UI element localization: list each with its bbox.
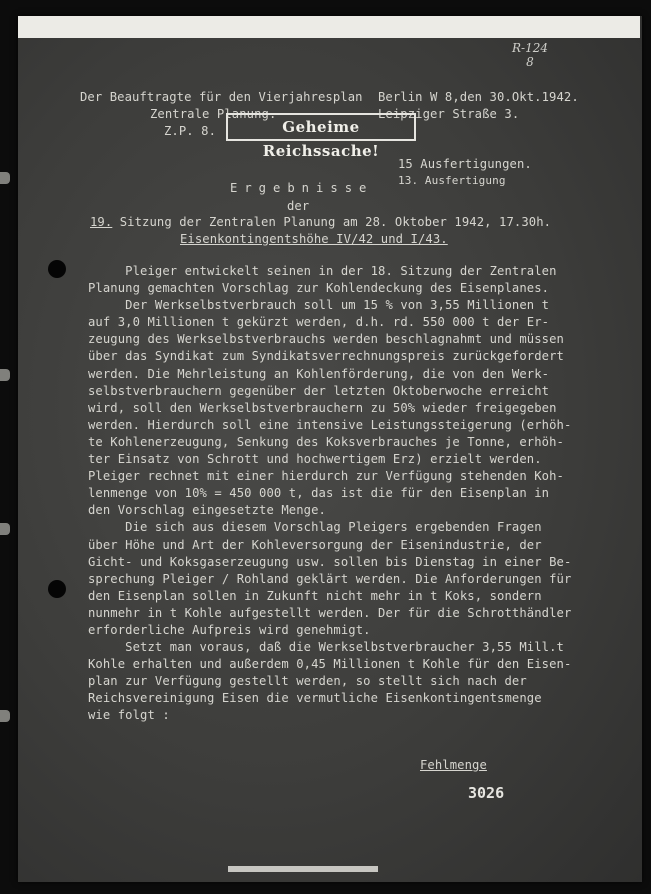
body-line: Pleiger rechnet mit einer hierdurch zur Verfügung stehenden Koh- <box>88 469 564 484</box>
body-line: zeugung des Werkselbstverbrauchs werden beschlagnahmt und müssen <box>88 332 564 347</box>
body-line: lenmenge von 10% = 450 000 t, das ist die für den Eisenplan in <box>88 486 550 501</box>
archive-mark <box>512 41 548 69</box>
subject-line: Eisenkontingentshöhe IV/42 und I/43. <box>180 232 448 246</box>
column-header-shortfall: Fehlmenge <box>420 758 487 772</box>
body-line: auf 3,0 Millionen t gekürzt werden, d.h. rd. 550 000 t der Er- <box>88 315 550 330</box>
body-line: plan zur Verfügung gestellt werden, so stellt sich nach der <box>88 674 527 689</box>
paper-bottom-edge <box>228 866 378 872</box>
paper-top-edge <box>18 16 640 38</box>
binder-mark <box>0 523 10 535</box>
copies-line: 15 Ausfertigungen. <box>398 157 532 171</box>
session-number: 19. <box>90 215 113 229</box>
body-line: erforderliche Aufpreis wird genehmigt. <box>88 622 371 637</box>
page-number: 3026 <box>468 784 505 802</box>
title-connector: der <box>287 199 310 213</box>
body-line: werden. Die Mehrleistung an Kohlenförderung, die von den Werk- <box>88 366 550 381</box>
address: Leipziger Straße 3. <box>378 107 520 122</box>
sender-reference: Z.P. 8. <box>164 124 217 139</box>
classification-stamp: Geheime Reichssache! <box>226 113 416 141</box>
place-date: Berlin W 8,den 30.Okt.1942. <box>378 90 579 104</box>
punch-hole-bottom <box>48 580 66 598</box>
body-line: den Vorschlag eingesetzte Menge. <box>88 503 326 518</box>
body-line: Reichsvereinigung Eisen die vermutliche Eisenkontingentsmenge <box>88 691 542 706</box>
body-line: selbstverbrauchern gegenüber der letzten Oktoberwoche erreicht <box>88 383 550 398</box>
body-line: wie folgt : <box>88 708 170 723</box>
body-line: Die sich aus diesem Vorschlag Pleigers ergebenden Fragen <box>88 520 542 535</box>
body-line: Der Werkselbstverbrauch soll um 15 % von 3,55 Millionen t <box>88 298 550 313</box>
body-line: werden. Hierdurch soll eine intensive Leistungssteigerung (erhöh- <box>88 417 572 432</box>
body-line: te Kohlenerzeugung, Senkung des Koksverbrauches je Tonne, erhöh- <box>88 434 564 449</box>
body-line: wird, soll den Werkselbstverbrauchern zu 50% wieder freigegeben <box>88 400 557 415</box>
body-line: nunmehr in t Kohle aufgestellt werden. Der für die Schrotthändler <box>88 605 572 620</box>
body-line: ter Einsatz von Schrott und hochwertigem Erz) erzielt werden. <box>88 452 542 467</box>
body-line: Setzt man voraus, daß die Werkselbstverbraucher 3,55 Mill.t <box>88 640 564 655</box>
body-line: Pleiger entwickelt seinen in der 18. Sitzung der Zentralen <box>88 264 557 278</box>
sender-line: Der Beauftragte für den Vierjahresplan <box>80 90 363 104</box>
session-details: Sitzung der Zentralen Planung am 28. Oktober 1942, 17.30h. <box>112 215 552 229</box>
sender-line: Zentrale Planung. <box>150 107 277 122</box>
body-line: über das Syndikat zum Syndikatsverrechnungspreis zurückgefordert <box>88 349 564 364</box>
binder-mark <box>0 710 10 722</box>
binder-mark <box>0 172 10 184</box>
body-line: Gicht- und Koksgaserzeugung usw. sollen bis Dienstag in einer Be- <box>88 554 572 569</box>
copy-number-line: 13. Ausfertigung <box>398 174 506 187</box>
body-line: den Eisenplan sollen in Zukunft nicht mehr in t Koks, sondern <box>88 588 542 603</box>
archive-code: R-124 <box>512 41 548 55</box>
archive-subnumber: 8 <box>526 55 534 69</box>
body-line: Planung gemachten Vorschlag zur Kohlendeckung des Eisenplanes. <box>88 281 550 296</box>
body-line: Kohle erhalten und außerdem 0,45 Millionen t Kohle für den Eisen- <box>88 657 572 672</box>
punch-hole-top <box>48 260 66 278</box>
body-line: über Höhe und Art der Kohleversorgung der Eisenindustrie, der <box>88 537 542 552</box>
body-text <box>88 263 571 725</box>
document-title: Ergebnisse <box>230 181 374 195</box>
binder-mark <box>0 369 10 381</box>
session-line <box>90 214 551 231</box>
body-line: sprechung Pleiger / Rohland geklärt werden. Die Anforderungen für <box>88 571 572 586</box>
